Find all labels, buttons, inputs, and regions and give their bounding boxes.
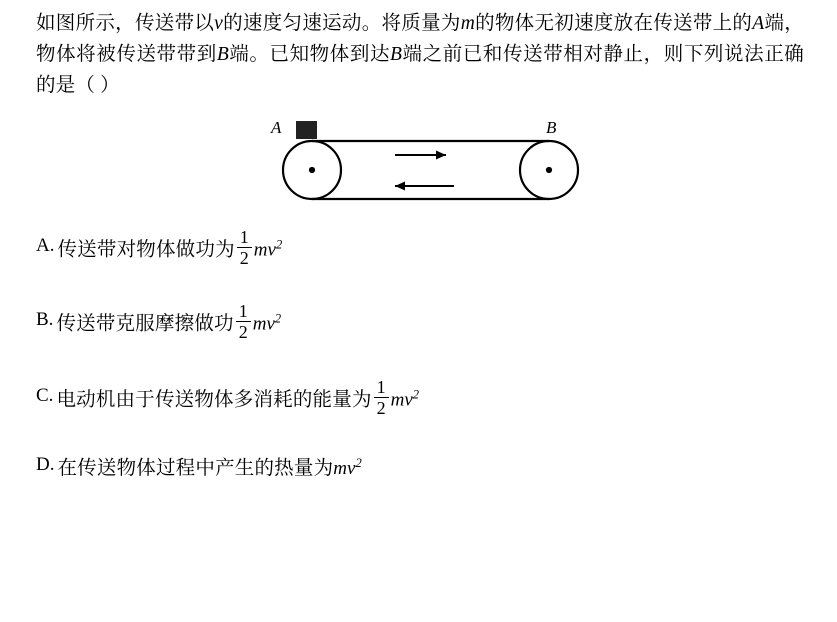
bottom-direction-arrow [395,182,454,191]
option-c-variable: mv [390,389,413,411]
option-c-text: 电动机由于传送物体多消耗的能量为 [56,389,372,411]
stem-line-3: 带相对静止，则下列说法正确的是（ ） [36,44,804,96]
option-c[interactable] [36,378,419,418]
object-block [296,121,317,139]
option-d-variable: mv [333,458,356,479]
figure-label-a: A [271,118,282,137]
option-a-fraction-denominator: 2 [237,247,252,267]
option-c-fraction-denominator: 2 [374,397,389,417]
option-b-text: 传送带克服摩擦做功 [56,313,234,335]
stem-variable-v: v [214,13,224,34]
option-a-text: 传送带对物体做功为 [57,239,235,261]
stem-variable-m: m [460,13,475,34]
option-a[interactable] [36,228,282,268]
option-b-fraction-denominator: 2 [236,321,251,341]
stem-line-2-part-1: 送带上的 [673,13,753,34]
option-b-fraction [236,302,251,342]
option-b-variable: mv [252,313,275,335]
option-d-exponent: 2 [355,456,362,470]
option-d-text: 在传送物体过程中产生的热量为 [57,458,334,479]
stem-point-b-2: B [390,44,403,65]
option-a-variable: mv [253,239,276,261]
option-d[interactable] [36,450,362,482]
stem-point-a: A [752,13,765,34]
option-a-letter: A. [36,235,55,257]
question-stem [36,8,804,101]
option-d-letter: D. [36,454,55,475]
option-c-fraction [374,378,389,418]
stem-point-b-1: B [216,44,229,65]
option-b-fraction-numerator: 1 [238,301,248,321]
left-pulley-axle [309,167,315,173]
stem-line-2-part-3: 端。已知物体到达 [228,44,391,65]
stem-line-1-part-2: 的速度匀速运动。将质量为 [223,13,461,34]
option-a-exponent: 2 [275,237,283,252]
option-c-letter: C. [36,385,54,407]
option-a-fraction [237,228,252,268]
option-a-fraction-numerator: 1 [239,227,249,247]
option-b-letter: B. [36,309,54,331]
stem-line-2-part-2: 端，物体将被传送带带到 [36,13,804,65]
option-b[interactable] [36,302,281,342]
conveyor-belt-figure [268,118,598,208]
figure-label-b: B [546,118,557,137]
option-c-exponent: 2 [412,387,420,402]
stem-line-1-part-1: 如图所示，传送带以 [36,13,215,34]
stem-line-2-part-4: 端之前已和传送 [402,44,544,65]
stem-line-1-part-3: 的物体无初速度放在传 [474,13,674,34]
top-direction-arrow [395,151,446,160]
option-c-fraction-numerator: 1 [376,377,386,397]
right-pulley-axle [546,167,552,173]
option-b-exponent: 2 [274,311,282,326]
